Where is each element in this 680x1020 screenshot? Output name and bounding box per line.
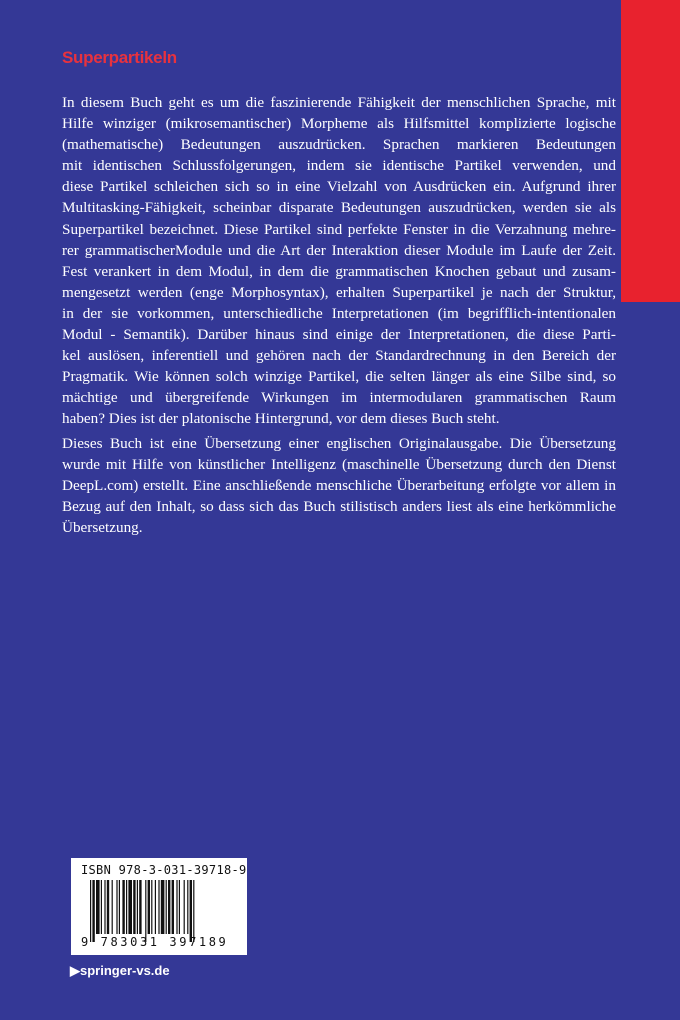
text-line: in der sie vorkommen, unterschiedliche Interpretationen (im begrifflich-intentionalen — [62, 304, 616, 322]
text-line: (mathematische) Bedeutungen auszudrücken. Sprachen markieren Bedeutungen — [62, 136, 616, 154]
barcode-bar — [112, 880, 113, 934]
barcode-bar — [187, 880, 188, 934]
barcode-bar — [133, 880, 135, 934]
barcode-bar — [155, 880, 156, 934]
barcode-bar — [193, 880, 194, 942]
barcode-bars — [90, 880, 238, 942]
text-line: Hilfe winziger (mikrosemantischer) Morpheme als Hilfsmittel komplizierte logische — [62, 115, 616, 133]
barcode-bar — [172, 880, 174, 934]
barcode-bar — [128, 880, 132, 934]
publisher-url-text: springer-vs.de — [80, 963, 170, 978]
barcode-bar — [166, 880, 167, 934]
text-line: Pragmatik. Wie können solch winzige Partikel, die selten länger als eine Silbe sind, so — [62, 368, 616, 386]
barcode-bar — [176, 880, 177, 934]
barcode-bar — [101, 880, 102, 934]
description-paragraph — [62, 92, 616, 430]
text-line: mit identischen Schlussfolgerungen, indem sie identische Partikel verwenden, und — [62, 157, 616, 175]
barcode-bar — [190, 880, 192, 942]
red-accent-bar — [621, 0, 680, 302]
text-line: mengesetzt werden (enge Morphosyntax), erhalten Superpartikel je nach der Struktur, — [62, 283, 616, 301]
publisher-url[interactable] — [70, 963, 170, 979]
barcode-bar — [161, 880, 165, 934]
text-line: haben? Dies ist der platonische Hintergrund, vor dem dieses Buch steht. — [62, 410, 500, 428]
text-line: In diesem Buch geht es um die faszinierende Fähigkeit der menschlichen Sprache, mit — [62, 94, 616, 111]
text-line: wurde mit Hilfe von künstlicher Intelligenz (maschinelle Übersetzung durch den Dienst — [62, 456, 616, 474]
text-line: diese Partikel schleichen sich so in eine Vielzahl von Ausdrücken ein. Aufgrund ihrer — [62, 178, 616, 196]
barcode-bar — [139, 880, 141, 934]
isbn-text: ISBN 978-3-031-39718-9 — [81, 863, 247, 877]
barcode-bar — [116, 880, 117, 934]
translation-note-paragraph — [62, 433, 616, 538]
barcode-digits: 9 783031 397189 — [81, 935, 229, 949]
barcode-bar — [145, 880, 146, 942]
text-line: mächtige und übergreifende Wirkungen im intermodularen grammatischen Raum — [62, 389, 616, 407]
barcode-bar — [119, 880, 120, 934]
text-line: Multitasking-Fähigkeit, scheinbar disparate Bedeutungen auszudrücken, werden sie als — [62, 199, 616, 217]
barcode-bar — [137, 880, 138, 934]
barcode-bar — [107, 880, 109, 934]
barcode-bar — [148, 880, 150, 934]
text-line: Dieses Buch ist eine Übersetzung einer englischen Originalausgabe. Die Übersetzung — [62, 435, 616, 452]
text-line: Bezug auf den Inhalt, so dass sich das Buch stilistisch anders liest als eine herkömmliche — [62, 498, 616, 516]
text-line: rer grammatischerModule und die Art der Interaktion dieser Module im Laufe der Zeit. — [62, 241, 616, 259]
barcode-bar — [184, 880, 185, 934]
book-title: Superpartikeln — [62, 48, 177, 67]
barcode-bar — [151, 880, 152, 934]
barcode-bar — [96, 880, 100, 934]
text-line: Fest verankert in dem Modul, in dem die grammatischen Knochen gebaut und zusam- — [62, 262, 616, 280]
barcode-bar — [90, 880, 91, 942]
arrow-right-icon: ▶ — [70, 963, 80, 978]
text-line: Übersetzung. — [62, 519, 143, 537]
barcode-bar — [104, 880, 105, 934]
text-line: Modul - Semantik). Darüber hinaus sind einige der Interpretationen, die diese Parti- — [62, 326, 616, 344]
barcode-bar — [158, 880, 159, 934]
text-line: Superpartikel bezeichnet. Diese Partikel sind perfekte Fenster in die Verzahnung mehre- — [62, 220, 616, 238]
barcode-bar — [179, 880, 180, 934]
barcode-bar — [92, 880, 94, 942]
text-line: kel auslösen, inferentiell und gehören nach der Standardrechnung in den Bereich der — [62, 347, 616, 365]
barcode-bar — [122, 880, 124, 934]
barcode-bar — [126, 880, 127, 934]
isbn-barcode — [71, 858, 247, 955]
barcode-bar — [168, 880, 170, 934]
text-line: DeepL.com) erstellt. Eine anschließende menschliche Überarbeitung erfolgte vor allem in — [62, 477, 616, 495]
